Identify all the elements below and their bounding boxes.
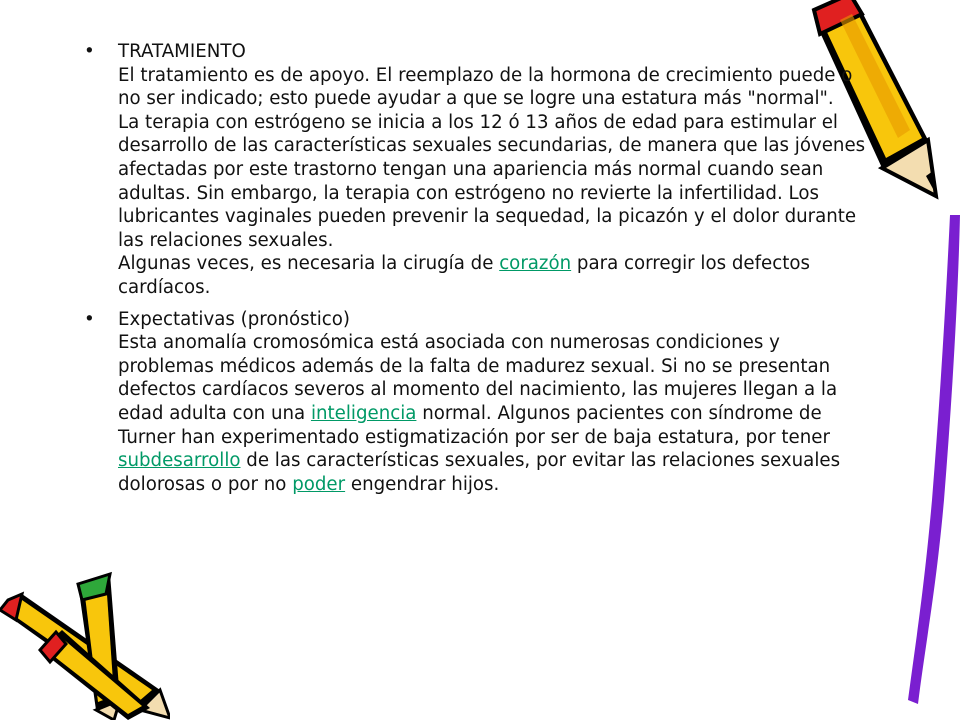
link-corazon[interactable]: corazón: [499, 253, 572, 275]
slide-content: [80, 40, 870, 504]
link-inteligencia[interactable]: inteligencia: [310, 402, 417, 424]
section-heading-treatment: TRATAMIENTO: [118, 41, 246, 62]
prognosis-text-a: Esta anomalía cromosómica está asociada con numerosas condiciones y problemas médicos además de la falta de madurez sexual. Si no se presentan defectos cardíacos severos al momento del nacimiento, las mujeres llegan a la edad adulta con una: [118, 332, 838, 424]
treatment-paragraph-1: El tratamiento es de apoyo. El reemplazo de la hormona de crecimiento puede o no ser indicado; esto puede ayudar a que se logre una estatura más "normal".: [118, 64, 853, 110]
link-subdesarrollo[interactable]: subdesarrollo: [118, 450, 241, 472]
treatment-text-after-link: para corregir los defectos cardíacos.: [118, 253, 810, 298]
prognosis-text-c: de las características sexuales, por evitar las relaciones sexuales dolorosas o por no: [118, 450, 841, 495]
treatment-paragraph-3: [118, 252, 870, 299]
treatment-text-before-link: Algunas veces, es necesaria la cirugía de: [118, 253, 500, 275]
prognosis-paragraph: [118, 331, 870, 496]
section-heading-prognosis: Expectativas (pronóstico): [118, 308, 350, 330]
bullet-prognosis: [80, 308, 870, 497]
crossed-pencils-icon: [0, 570, 170, 720]
link-poder[interactable]: poder: [292, 473, 346, 495]
bullet-treatment: [80, 40, 870, 300]
prognosis-text-b: normal. Algunos pacientes con síndrome de Turner han experimentado estigmatización por ser de baja estatura, por tener: [118, 402, 830, 448]
treatment-paragraph-2: La terapia con estrógeno se inicia a los 12 ó 13 años de edad para estimular el desarrollo de las características sexuales secundarias, de manera que las jóvenes afectadas por este trastorno tengan una apariencia más normal cuando sean adultas. Sin embargo, la terapia con estrógeno no revierte la infertilidad. Los lubricantes vaginales pueden prevenir la sequedad, la picazón y el dolor durante las relaciones sexuales.: [118, 111, 866, 251]
bullet-dot: •: [84, 308, 95, 330]
prognosis-text-d: engendrar hijos.: [345, 473, 500, 495]
bullet-dot: •: [84, 41, 95, 62]
